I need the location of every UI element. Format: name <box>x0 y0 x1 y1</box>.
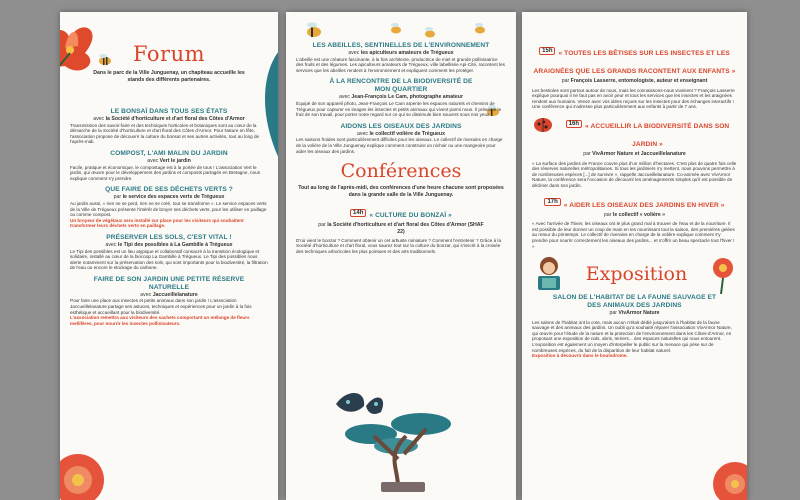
section-oiseaux <box>296 123 506 154</box>
section-author: Jean-François Le Cam, photographe amateur <box>351 94 463 101</box>
forum-sections <box>70 108 268 331</box>
flower-corner-icon <box>701 450 747 500</box>
expo-section <box>532 294 737 359</box>
section-author: le service des espaces verts de Trégueux <box>122 194 225 201</box>
by-prefix: avec <box>339 94 350 101</box>
section-text: Les saisons froides sont particulièrement difficiles pour les oiseaux. Le collectif de riverains en charge de la volière de la Ville Junguenay explique comment construire un nichoir ou une mangeoire pour aider les oiseaux des jardins. <box>296 137 503 154</box>
expo-author: VivArmor Nature <box>618 310 660 317</box>
ladybug-icon <box>532 115 554 133</box>
talk-text: « La surface des jardins de France couvre plus d'un million d'hectares. C'est plus de quatre fois celle des réserves naturelles métropolitaines. Si tous les jardiniers s'y mettent, nous pouvons permettre à de nombreuses espèces [...] de survivre », rappelle Jaccueillelanature. Co-animée avec VivArmor Nature, la conférence sera l'occasion de découvrir les aménagements simples qu'il est possible de décliner dans son jardin. <box>532 160 737 188</box>
section-heading: À LA RENCONTRE DE LA BIODIVERSITÉ DE MON QUARTIER <box>329 78 473 94</box>
page-forum <box>60 12 278 500</box>
talk-time: 17h <box>544 198 560 206</box>
talk-bonzai <box>296 204 506 254</box>
reading-child-icon <box>532 254 566 294</box>
section-heading: AIDONS LES OISEAUX DES JARDINS <box>340 122 462 130</box>
section-text: Pour faire une place aux insectes et petits animaux dans son jardin ! L'association Jaccueillelanature partage ses astuces, techniques et expériences pour un jardin à la fois esthétique et accueillant pour la biodiversité. <box>70 298 252 315</box>
talk-heading: « CULTURE DU BONZAÏ » <box>369 212 452 220</box>
section-dechets <box>70 186 268 229</box>
by-prefix: avec <box>105 241 117 248</box>
conferences-intro: Tout au long de l'après-midi, des conférences d'une heure chacune sont proposées dans la grande salle de la Ville Junguenay. <box>298 185 504 198</box>
page-conferences <box>286 12 516 500</box>
talk-text: « Avec l'arrivée de l'hiver, les oiseaux ont le plus grand mal à trouver de l'eau et de la nourriture. Il est possible de leur donner un coup de main en les nourrissant tout la saison, des premières gelées au retour du printemps. Le collectif de riverains en charge de la volière explique comment s'y prendre pour nourrir correctement les oiseaux des jardins... et s'offrir un beau spectacle tout l'hiver ! » <box>532 221 735 249</box>
by-prefix: par <box>113 194 122 201</box>
talk-author: VivArmor Nature et Jaccueillelanature <box>592 150 686 157</box>
section-heading: FAIRE DE SON JARDIN UNE PETITE RÉSERVE NATURELLE <box>93 275 245 291</box>
by-prefix: avec <box>348 50 360 56</box>
talk-text: Les bestioles sont partout autour de nous, mais les connaissons-nous vraiment ? François Lasserre explique pourquoi il ne faut pas en avoir peur et tous les services que les insectes et les araignées rendent aux humains. Venez avec vos idées reçues sur les insectes pour des échanges interactifs ! Une conférence qui s'adresse plus particulièrement aux enfants à partir de 7 ans. <box>532 87 735 110</box>
section-note: L'association remettra aux visiteurs des sachets comportant un mélange de fleurs mellifères, pour nourrir les insectes pollinisateurs. <box>70 315 250 326</box>
section-text: Le Tipi des possibles est un lieu atypique et collaboratif consacré à la transition écologique et solidaire, installé au cœur de la biocoop La Gambille à Trégueux. Le Tipi des possibles nous alerte notamment sur la préservation des sols, qui sont importants pour la biodiversité, la filtration de l'eau ou encore le stockage du carbone. <box>70 248 268 271</box>
talk-author: François Lasserre, entomologiste, auteur et enseignant <box>570 78 708 84</box>
section-heading: LE BONSAÏ DANS TOUS SES ÉTATS <box>110 108 228 115</box>
section-heading: PRÉSERVER LES SOLS, C'EST VITAL ! <box>106 233 232 241</box>
expo-heading: SALON DE L'HABITAT DE LA FAUNE SAUVAGE ET DES ANIMAUX DES JARDINS <box>552 294 717 310</box>
section-text: Équipé de son appareil photo, Jean-François Le Cam arpente les espaces naturels et chemins de Trégueux pour capturer en images les insectes et petits animaux qui vivent parmi nous. Il présente le fruit de son travail, pour porter notre regard sur ce qui se dissimule bien souvent sous nos yeux. <box>296 100 502 118</box>
section-author: le collectif volière de Trégueux <box>369 130 445 137</box>
flower-bottom-icon <box>60 440 118 500</box>
talk-oiseaux <box>532 194 737 250</box>
bonsai-illustration-icon <box>326 384 476 494</box>
talk-heading: « ACCUEILLIR LA BIODIVERSITÉ DANS SON JARDIN » <box>585 122 730 148</box>
talk-author: le collectif « volière » <box>612 211 666 218</box>
section-text: Facile, pratique et économique, le compostage est à la portée de tous ! L'association Vert le jardin, qui œuvre pour le développement des jardins et composts partagés en Bretagne, nous explique comment s'y prendre. <box>70 164 260 181</box>
section-text: Au jardin aussi, « rien ne se perd, rien ne se créé, tout se transforme ». Le service espaces verts de la Ville de Trégueux présente l'intérêt de broyer ses déchets verts, pour les utiliser en paillage ou comme compost. <box>70 200 267 218</box>
conferences-title: Conférences <box>340 160 462 183</box>
talk-heading: « AIDER LES OISEAUX DES JARDINS EN HIVER » <box>563 201 725 209</box>
by-prefix: par <box>603 211 612 218</box>
stands-continued <box>296 42 506 259</box>
section-author: le Tipi des possibles à La Gambille à Trégueux <box>117 241 233 248</box>
talks <box>532 42 737 364</box>
expo-title: Exposition <box>585 263 688 286</box>
section-biodiversite-quartier <box>296 78 506 117</box>
forum-intro: Dans le parc de la Ville Junguenay, un chapiteau accueille les stands des différents partenaires. <box>93 70 245 83</box>
talk-biodiversite <box>532 115 737 189</box>
by-prefix: par <box>583 150 591 157</box>
flower-icon <box>707 254 737 294</box>
expo-text: Les salons de l'habitat ont la cote, mais aucun n'était dédié jusqu'alors à l'habitat de la faune sauvage et des animaux des jardins. Un oubli qu'a souhaité réparer l'association VivArmor Nature, qui œuvre pour l'étude de la nature et la protection de l'environnement dans les Côtes-d'Armor, en proposant une exposition de nids, abris, terriers... des espaces naturelles qui nous entourent. L'exposition est également un moyen d'interpeller le public sur la menace qui pèse sur de nombreuses espèces, du fait de la disparition de leur habitat naturel. <box>532 319 732 353</box>
bees-row-icon <box>300 20 500 42</box>
by-prefix: par <box>318 222 326 229</box>
section-heading: LES ABEILLES, SENTINELLES DE L'ENVIRONNEMENT <box>312 42 490 49</box>
talk-time: 15h <box>539 47 555 55</box>
by-prefix: avec <box>357 130 368 137</box>
section-author: les apiculteurs amateurs de Trégueux <box>360 50 454 56</box>
expo-note: Exposition à découvrir dans le boulodrome. <box>532 353 628 359</box>
talk-heading: « TOUTES LES BÊTISES SUR LES INSECTES ET LES ARAIGNÉES QUE LES GRANDS RACONTENT AUX ENFANTS » <box>533 50 736 75</box>
forum-header <box>70 42 268 83</box>
talk-time: 16h <box>566 120 582 128</box>
talk-text: D'où vient le bonzaï ? Comment obtenir un cet arbuste miniature ? Comment l'entretenir ? Grâce à la Société d'horticulture et d'art floral, vous saurez tout sur la culture du bonzaï, qui s'inscrit à la croisée des techniques arboricoles les plus pointues et des arts traditionnels. <box>296 237 502 254</box>
talk-insectes <box>532 42 737 110</box>
page-title: Forum <box>132 42 206 66</box>
section-text: Transmission des savoir-faire et des techniques horticoles et botaniques sont au cœur de la démarche de la Société d'horticulture et d'art floral des Côtes d'Armor. Pour Nature en fête, l'association propose de découvrir la culture du bonsaï et ses autres activités, tout au long de l'après-midi. <box>70 122 260 145</box>
section-note: Un broyeur de végétaux sera installé sur place pour les visiteurs qui souhaitent transformer leurs déchets verts en paillage. <box>70 217 244 229</box>
section-author: Vert le jardin <box>159 157 191 164</box>
section-heading: QUE FAIRE DE SES DÉCHETS VERTS ? <box>105 186 233 194</box>
section-abeilles <box>296 42 506 73</box>
section-author: Jaccueillelanature <box>152 291 198 298</box>
section-author: la Société d'horticulture et d'art floral des Côtes d'Armor <box>105 116 245 122</box>
expo-header <box>532 254 737 294</box>
section-compost <box>70 150 268 181</box>
section-bonsai <box>70 108 268 145</box>
by-prefix: avec <box>93 116 105 122</box>
section-text: L'abeille est une créature fascinante, à la fois architecte, productrice de miel et grande pollinisatrice des fruits et des légumes. Les apiculteurs amateurs de Trégueux, ville labellisée Api-Cité, racontent les services que les abeilles rendent à l'environnement et expliquent comment les protéger. <box>296 56 505 73</box>
section-reserve <box>70 276 268 327</box>
by-prefix: avec <box>140 291 152 298</box>
section-sols <box>70 234 268 271</box>
by-prefix: avec <box>147 157 159 164</box>
talk-author: la Société d'horticulture et d'art floral des Côtes d'Armor (SHAF 22) <box>327 222 484 235</box>
by-prefix: par <box>561 78 570 84</box>
talk-time: 14h <box>350 209 366 217</box>
section-heading: COMPOST, L'AMI MALIN DU JARDIN <box>110 149 228 157</box>
by-prefix: par <box>609 310 617 317</box>
page-talks-expo <box>522 12 747 500</box>
